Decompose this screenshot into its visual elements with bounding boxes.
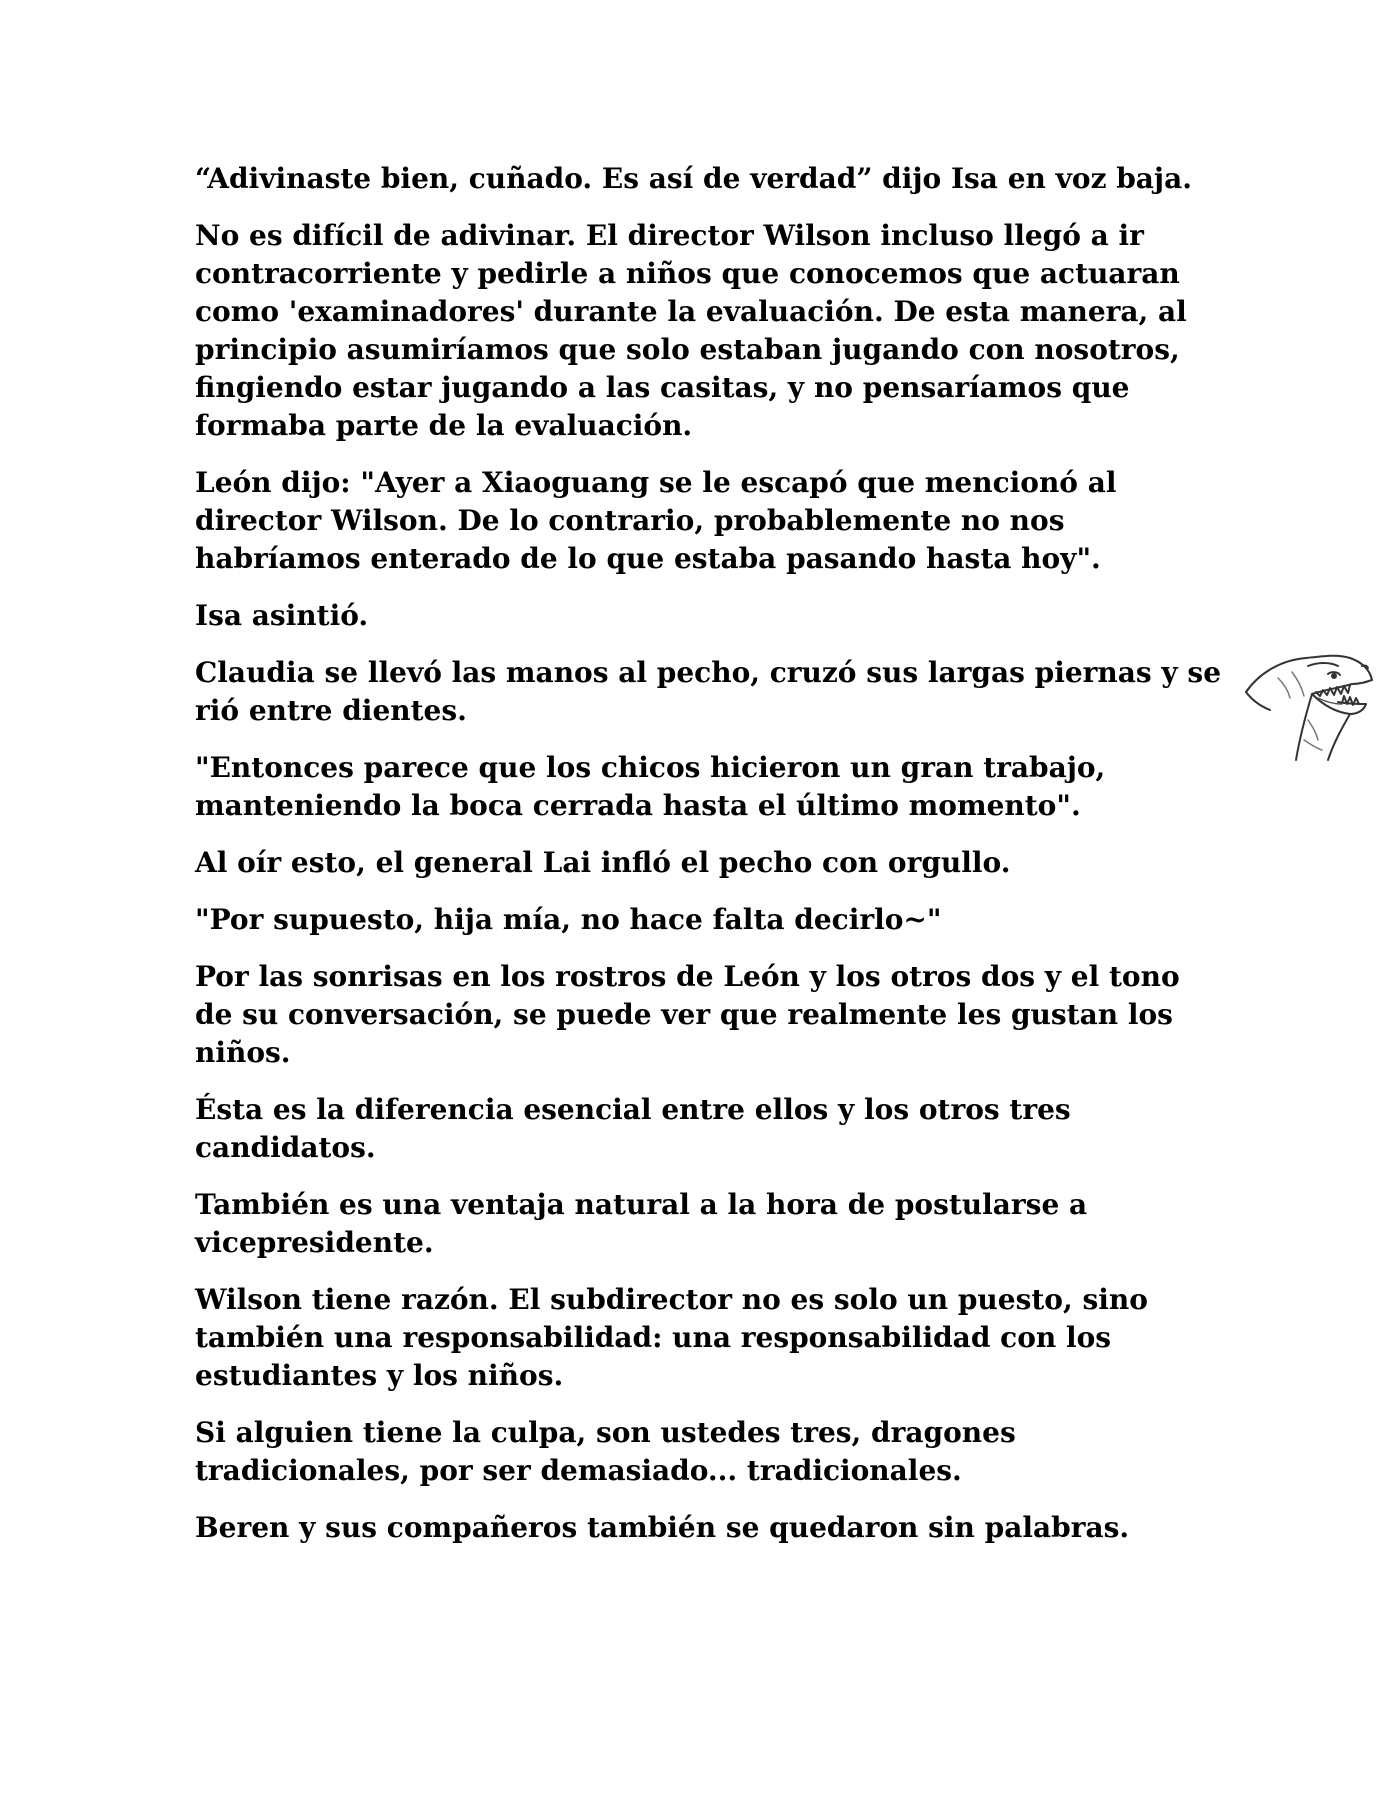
paragraph-1: “Adivinaste bien, cuñado. Es así de verdad” dijo Isa en voz baja.	[195, 162, 1192, 195]
paragraph-2: No es difícil de adivinar. El director Wilson incluso llegó a ir contracorriente y pedirle a niños que conocemos que actuaran como 'examinadores' durante la evaluación. De esta manera, al principio asumiríamos que solo estaban jugando con nosotros, fingiendo estar jugando a las casitas, y no pensaríamos que formaba parte de la evaluación.	[195, 219, 1187, 442]
paragraph-9: Por las sonrisas en los rostros de León y los otros dos y el tono de su conversación, se puede ver que realmente les gustan los niños.	[195, 960, 1180, 1069]
paragraph-8: "Por supuesto, hija mía, no hace falta decirlo~"	[195, 903, 942, 936]
paragraph-5: Claudia se llevó las manos al pecho, cruzó sus largas piernas y se rió entre dientes.	[195, 656, 1222, 727]
paragraph-10: Ésta es la diferencia esencial entre ellos y los otros tres candidatos.	[195, 1093, 1071, 1164]
paragraph-12: Wilson tiene razón. El subdirector no es solo un puesto, sino también una responsabilidad: una responsabilidad con los estudiantes y los niños.	[195, 1283, 1148, 1392]
paragraph-6: "Entonces parece que los chicos hicieron un gran trabajo, manteniendo la boca cerrada hasta el último momento".	[195, 751, 1106, 822]
paragraph-11: También es una ventaja natural a la hora de postularse a vicepresidente.	[195, 1188, 1088, 1259]
paragraph-3: León dijo: "Ayer a Xiaoguang se le escapó que mencionó al director Wilson. De lo contrario, probablemente no nos habríamos enterado de lo que estaba pasando hasta hoy".	[195, 466, 1117, 575]
paragraph-14: Beren y sus compañeros también se quedaron sin palabras.	[195, 1511, 1130, 1544]
dinosaur-head-sketch-icon	[1238, 644, 1380, 770]
text-column	[195, 160, 1225, 1566]
paragraph-7: Al oír esto, el general Lai infló el pecho con orgullo.	[195, 846, 1011, 879]
paragraph-4: Isa asintió.	[195, 599, 369, 632]
paragraph-13: Si alguien tiene la culpa, son ustedes tres, dragones tradicionales, por ser demasiado... tradicionales.	[195, 1416, 1016, 1487]
